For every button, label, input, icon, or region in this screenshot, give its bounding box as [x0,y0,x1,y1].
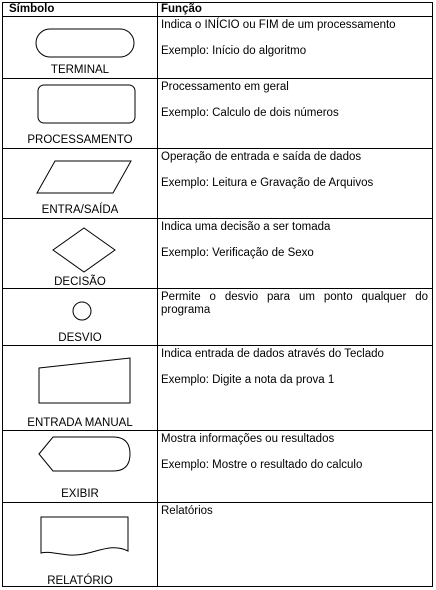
header-symbol: Símbolo [9,3,55,15]
table-row-entrada-saida [3,149,432,219]
table-row-processamento [3,79,432,149]
symbol-label: PROCESSAMENTO [27,134,133,146]
symbol-label: ENTRA/SAÍDA [41,204,119,216]
column-divider [157,3,158,586]
symbol-label: DESVIO [58,332,102,344]
header-function: Função [161,3,202,15]
flowchart-symbols-table [2,2,433,587]
symbol-cell [3,149,157,218]
function-description: Relatórios [161,505,213,517]
function-description: Indica uma decisão a ser tomada [161,221,331,233]
symbol-label: ENTRADA MANUAL [27,417,133,429]
symbol-cell [3,79,157,148]
document-shape [3,503,157,586]
function-cell [161,433,428,472]
function-cell [161,151,428,190]
table-row-desvio [3,289,432,346]
symbol-cell [3,503,157,586]
function-example: Exemplo: Leitura e Gravação de Arquivos [161,177,374,189]
function-description: Permite o desvio para um ponto qualquer do programa [161,291,428,316]
symbol-cell [3,17,157,78]
function-description: Processamento em geral [161,81,289,93]
function-description: Indica o INÍCIO ou FIM de um processamento [161,19,396,31]
symbol-label: DECISÃO [54,276,106,288]
symbol-label: EXIBIR [61,488,99,500]
symbol-cell [3,219,157,288]
function-cell [161,291,428,317]
function-example: Exemplo: Início do algoritmo [161,45,307,57]
function-cell [161,81,428,120]
function-description: Mostra informações ou resultados [161,433,335,445]
symbol-label: TERMINAL [50,64,110,76]
symbol-cell [3,346,157,430]
function-cell [161,348,428,387]
function-cell [161,221,428,260]
table-row-exibir [3,431,432,503]
function-example: Exemplo: Mostre o resultado do calculo [161,459,363,471]
symbol-label: RELATÓRIO [47,575,113,587]
table-row-entrada-manual [3,346,432,431]
function-description: Indica entrada de dados através do Teclado [161,348,384,360]
function-example: Exemplo: Calculo de dois números [161,107,339,119]
function-example: Exemplo: Verificação de Sexo [161,247,314,259]
table-row-relatorio [3,503,432,586]
symbol-cell [3,431,157,502]
table-header [3,3,432,17]
symbol-cell [3,289,157,345]
table-row-terminal [3,17,432,79]
table-row-decisao [3,219,432,289]
function-example: Exemplo: Digite a nota da prova 1 [161,374,335,386]
function-cell [161,19,428,58]
function-description: Operação de entrada e saída de dados [161,151,362,163]
function-cell [161,505,428,518]
